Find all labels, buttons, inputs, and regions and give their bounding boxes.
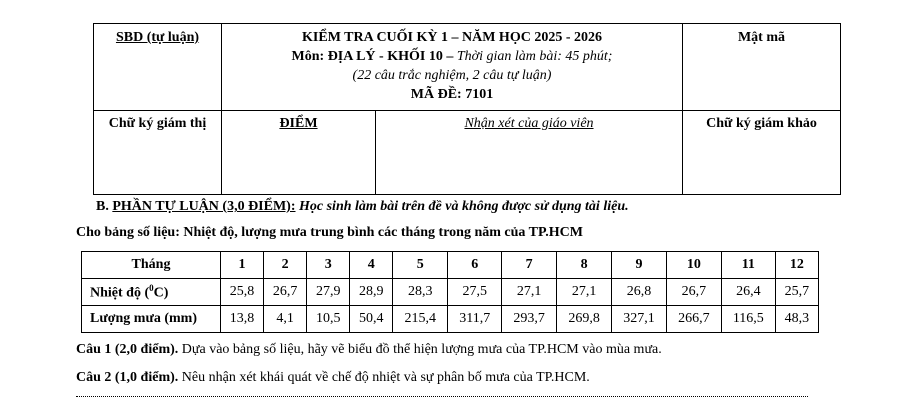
- month-cell: 7: [502, 252, 557, 279]
- exam-time: Thời gian làm bài: 45 phút;: [456, 49, 613, 64]
- temperature-cell: 27,9: [307, 279, 350, 306]
- temperature-cell: 27,1: [502, 279, 557, 306]
- month-cell: 1: [221, 252, 264, 279]
- table-row-temperature: [82, 279, 819, 306]
- secret-code-cell: [683, 24, 841, 111]
- month-cell: 3: [307, 252, 350, 279]
- month-cell: 6: [448, 252, 502, 279]
- climate-data-table: [81, 251, 819, 333]
- temperature-cell: 27,1: [557, 279, 612, 306]
- score-cell: [222, 111, 376, 195]
- rainfall-cell: 10,5: [307, 306, 350, 333]
- rainfall-cell: 48,3: [775, 306, 818, 333]
- temperature-cell: 26,4: [721, 279, 775, 306]
- table-row-months: [82, 252, 819, 279]
- rainfall-cell: 215,4: [393, 306, 448, 333]
- rainfall-cell: 311,7: [448, 306, 502, 333]
- temperature-cell: 26,7: [666, 279, 721, 306]
- temperature-cell: 26,8: [612, 279, 667, 306]
- month-cell: 11: [721, 252, 775, 279]
- rainfall-cell: 13,8: [221, 306, 264, 333]
- question-1-label: Câu 1 (2,0 điểm).: [76, 342, 179, 357]
- temperature-cell: 25,8: [221, 279, 264, 306]
- month-cell: 5: [393, 252, 448, 279]
- month-cell: 12: [775, 252, 818, 279]
- section-b-instruction: Học sinh làm bài trên đề và không được sử dụng tài liệu.: [295, 199, 629, 214]
- examiner-signature-label: Chữ ký giám khảo: [706, 116, 817, 131]
- section-b-title: PHẦN TỰ LUẬN (3,0 ĐIỂM):: [112, 199, 296, 214]
- answer-dotted-line: [76, 396, 808, 397]
- month-cell: 10: [666, 252, 721, 279]
- temperature-label-text: Nhiệt độ (: [90, 285, 150, 301]
- temperature-cell: 26,7: [264, 279, 307, 306]
- month-cell: 4: [350, 252, 393, 279]
- rainfall-cell: 50,4: [350, 306, 393, 333]
- question-1: [76, 342, 662, 358]
- teacher-comment-label: Nhận xét của giáo viên: [464, 116, 594, 131]
- subject-line: [222, 47, 682, 66]
- exam-title-cell: [222, 24, 683, 111]
- month-cell: 2: [264, 252, 307, 279]
- temperature-cell: 28,3: [393, 279, 448, 306]
- exam-title: KIỂM TRA CUỐI KỲ 1 – NĂM HỌC 2025 - 2026: [302, 30, 602, 45]
- temperature-label: [82, 279, 221, 306]
- temperature-cell: 25,7: [775, 279, 818, 306]
- score-label: ĐIỂM: [279, 116, 318, 131]
- degree-superscript: 0: [149, 282, 154, 293]
- question-info: (22 câu trắc nghiệm, 2 câu tự luận): [352, 68, 552, 83]
- question-1-text: Dựa vào bảng số liệu, hãy vẽ biểu đồ thể hiện lượng mưa của TP.HCM vào mùa mưa.: [178, 342, 662, 357]
- section-b-heading: [96, 199, 629, 215]
- rainfall-cell: 4,1: [264, 306, 307, 333]
- month-cell: 9: [612, 252, 667, 279]
- rainfall-cell: 269,8: [557, 306, 612, 333]
- rainfall-cell: 266,7: [666, 306, 721, 333]
- rainfall-cell: 116,5: [721, 306, 775, 333]
- sbd-label: SBD (tự luận): [115, 30, 200, 45]
- proctor-signature-label: Chữ ký giám thị: [108, 116, 207, 131]
- sbd-cell: [94, 24, 222, 111]
- temperature-cell: 28,9: [350, 279, 393, 306]
- section-b-prefix: B.: [96, 199, 113, 214]
- proctor-signature-cell: [94, 111, 222, 195]
- month-header: Tháng: [82, 252, 221, 279]
- table-caption: Cho bảng số liệu: Nhiệt độ, lượng mưa trung bình các tháng trong năm của TP.HCM: [76, 225, 583, 240]
- exam-code: MÃ ĐỀ: 7101: [410, 87, 494, 102]
- temperature-unit: C): [153, 285, 169, 301]
- rainfall-label: Lượng mưa (mm): [82, 306, 221, 333]
- question-2-label: Câu 2 (1,0 điểm).: [76, 370, 179, 385]
- table-row-rainfall: [82, 306, 819, 333]
- question-2-text: Nêu nhận xét khái quát về chế độ nhiệt và sự phân bố mưa của TP.HCM.: [178, 370, 590, 385]
- exam-header-table: [93, 23, 841, 195]
- temperature-cell: 27,5: [448, 279, 502, 306]
- subject-label: Môn: ĐỊA LÝ - KHỐI 10 –: [291, 49, 457, 64]
- rainfall-cell: 327,1: [612, 306, 667, 333]
- secret-code-label: Mật mã: [737, 30, 786, 45]
- examiner-signature-cell: [683, 111, 841, 195]
- question-2: [76, 370, 590, 386]
- rainfall-cell: 293,7: [502, 306, 557, 333]
- month-cell: 8: [557, 252, 612, 279]
- teacher-comment-cell: [376, 111, 683, 195]
